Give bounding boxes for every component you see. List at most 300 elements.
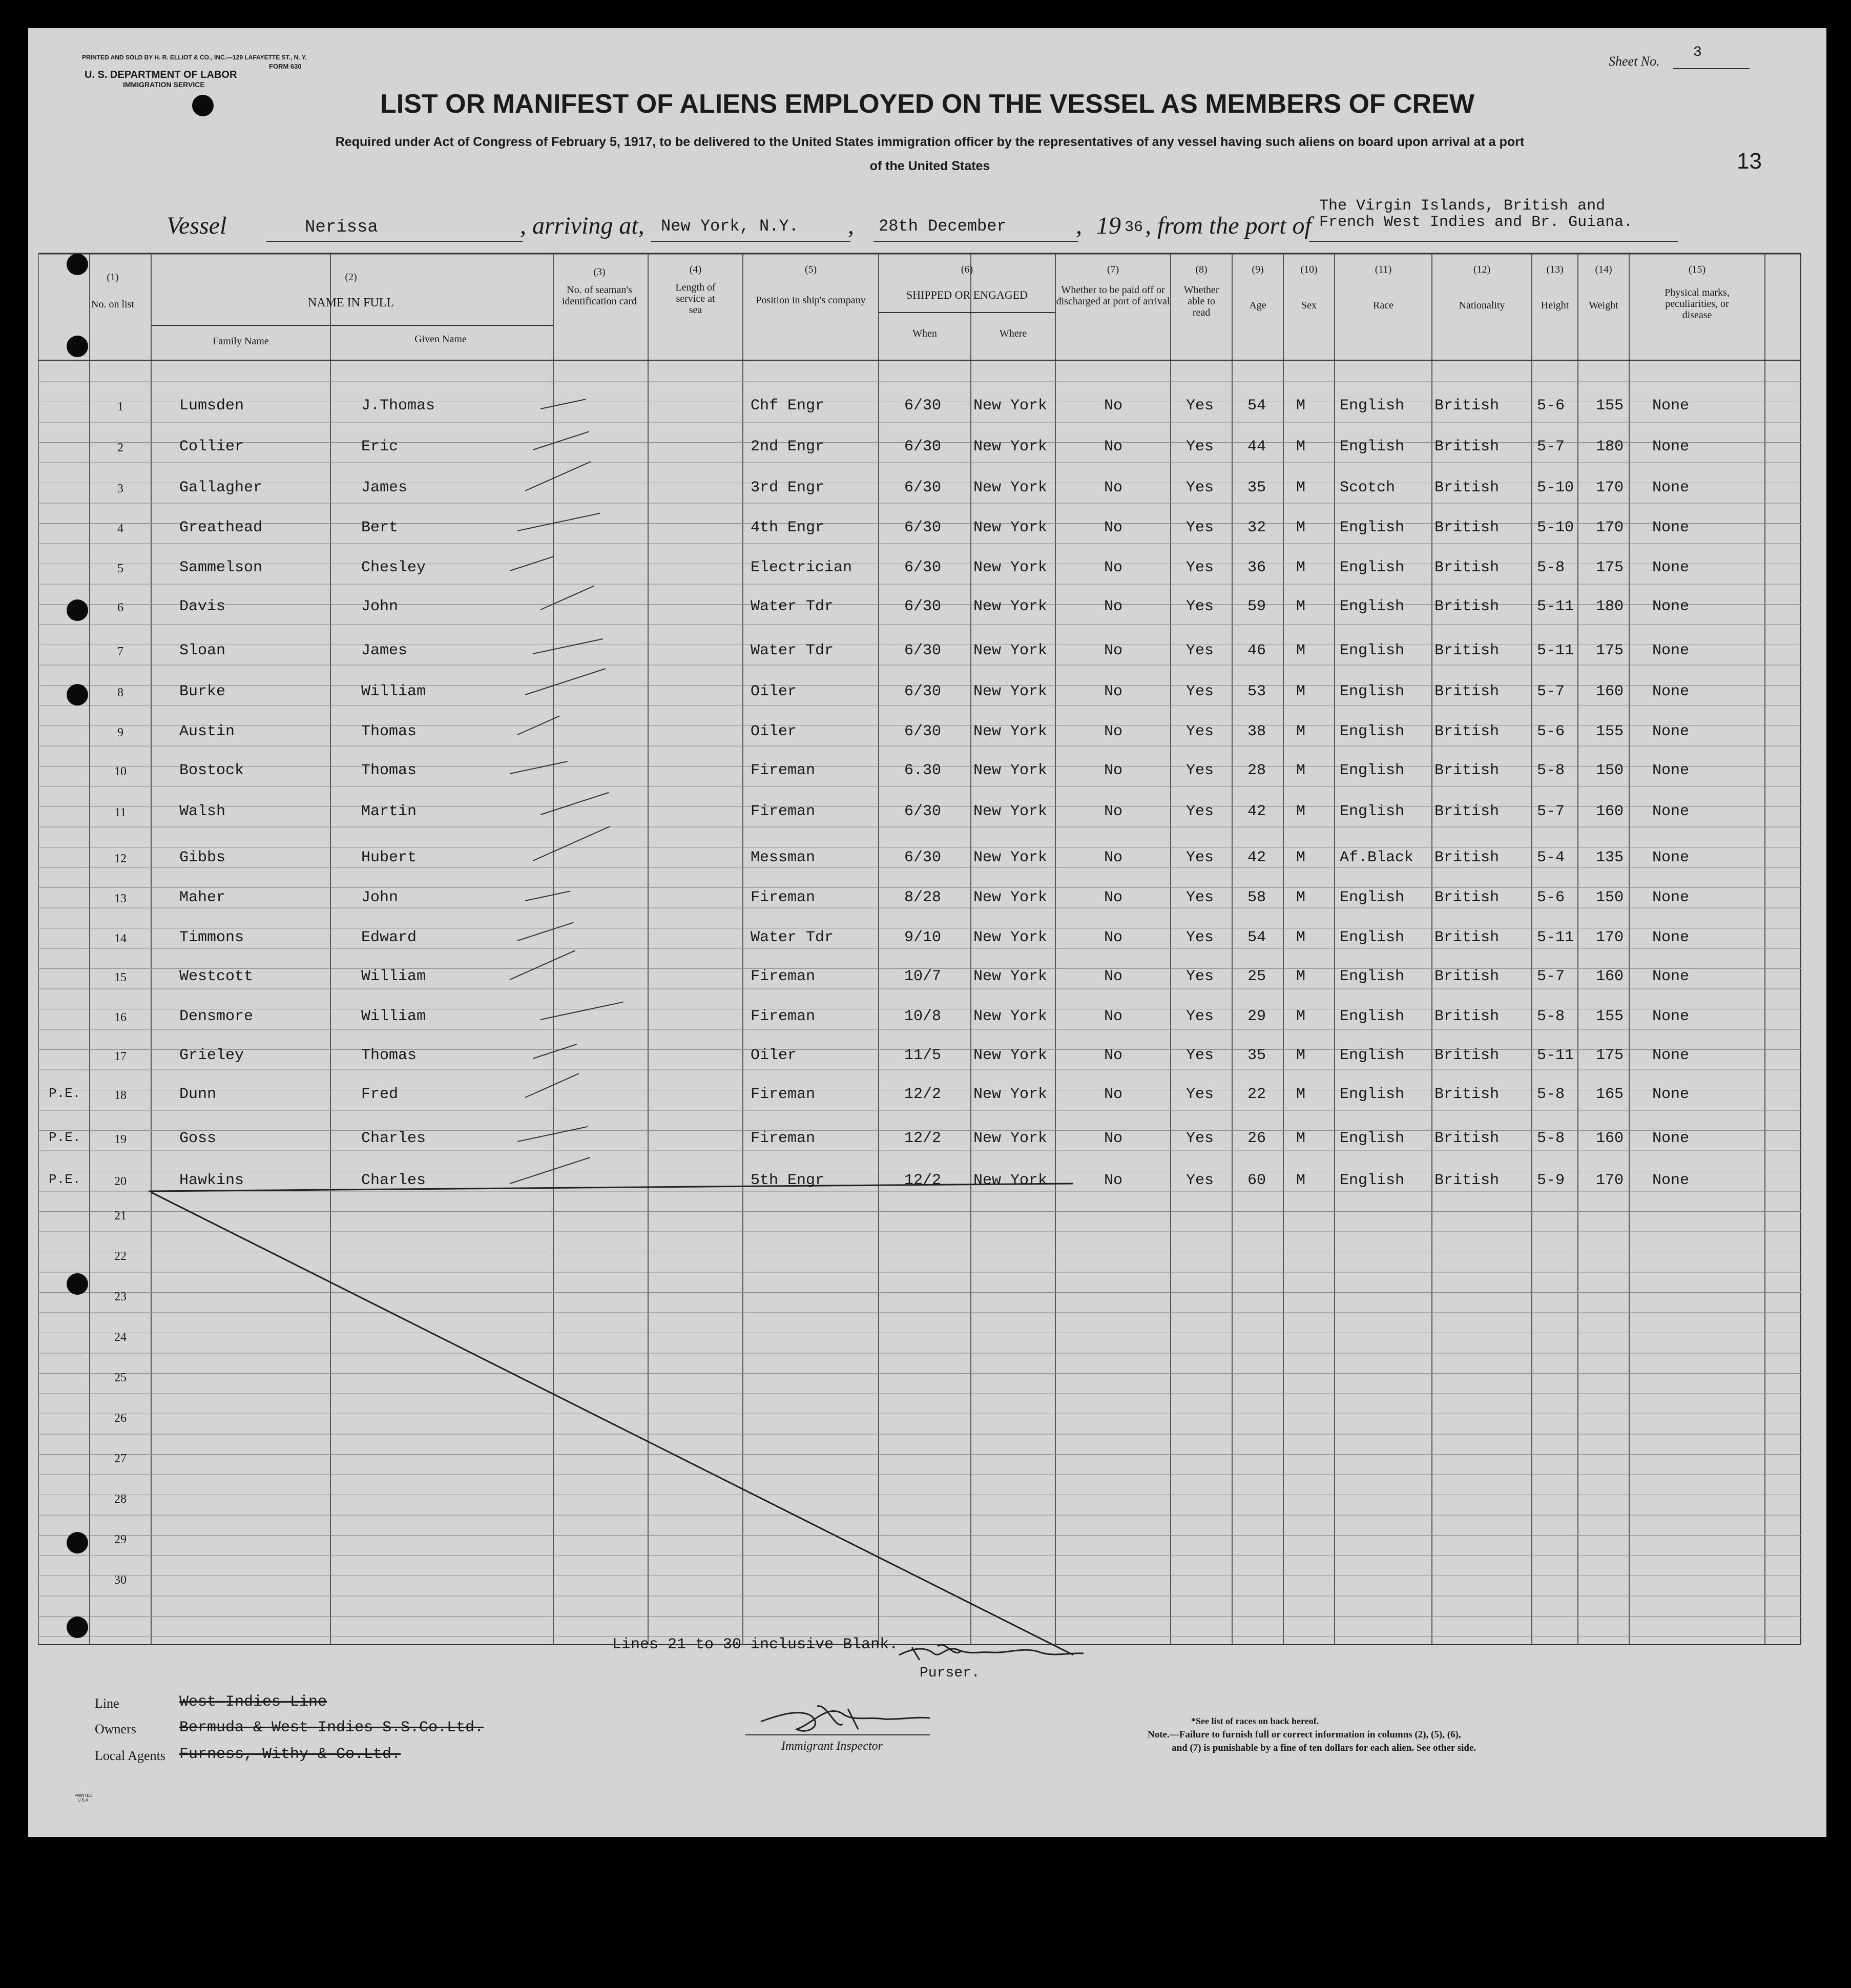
physical-marks: None <box>1652 397 1690 415</box>
family-name: Gibbs <box>179 849 226 866</box>
physical-marks: None <box>1652 968 1690 985</box>
able-to-read: Yes <box>1186 723 1214 740</box>
physical-marks: None <box>1652 889 1690 906</box>
able-to-read: Yes <box>1186 1047 1214 1064</box>
shipped-where: New York <box>973 1008 1048 1025</box>
family-name: Austin <box>179 723 235 740</box>
year-suffix: 36 <box>1125 219 1143 236</box>
vessel-name: Nerissa <box>305 218 378 237</box>
family-name: Sloan <box>179 642 226 659</box>
weight: 160 <box>1596 1130 1624 1147</box>
paid-off: No <box>1104 849 1123 866</box>
shipped-where: New York <box>973 723 1048 740</box>
col-6a-label: When <box>912 328 937 339</box>
nationality: British <box>1434 1047 1500 1064</box>
row-number: 18 <box>114 1089 127 1102</box>
family-name: Sammelson <box>179 559 263 576</box>
col-15-label: Physical marks, peculiarities, or disease <box>1665 287 1730 321</box>
paid-off: No <box>1104 803 1123 820</box>
given-name: Edward <box>361 929 417 946</box>
height: 5-8 <box>1537 1130 1565 1147</box>
able-to-read: Yes <box>1186 438 1214 455</box>
sex: M <box>1296 397 1306 415</box>
given-name: William <box>361 683 426 700</box>
shipped-where: New York <box>973 683 1048 700</box>
sex: M <box>1296 762 1306 779</box>
position: Fireman <box>751 762 816 779</box>
punch-hole <box>67 254 88 275</box>
sex: M <box>1296 803 1306 820</box>
shipped-where: New York <box>973 849 1048 866</box>
punch-hole <box>67 599 88 621</box>
nationality: British <box>1434 598 1500 615</box>
nationality: British <box>1434 1172 1500 1189</box>
age: 35 <box>1247 1047 1266 1064</box>
height: 5-7 <box>1537 803 1565 820</box>
race: English <box>1340 1172 1405 1189</box>
weight: 155 <box>1596 1008 1624 1025</box>
age: 58 <box>1247 889 1266 906</box>
sheet-label: Sheet No. <box>1609 54 1660 69</box>
owners-value: Bermuda & West Indies S.S.Co.Ltd. <box>179 1719 484 1736</box>
physical-marks: None <box>1652 598 1690 615</box>
shipped-when: 6/30 <box>904 683 942 700</box>
race: Scotch <box>1340 479 1396 496</box>
race: English <box>1340 929 1405 946</box>
col-5-label: Position in ship's company <box>756 295 866 306</box>
given-name: Fred <box>361 1086 399 1103</box>
weight: 170 <box>1596 929 1624 946</box>
shipped-when: 11/5 <box>904 1047 942 1064</box>
physical-marks: None <box>1652 803 1690 820</box>
form-number: FORM 630 <box>269 63 302 70</box>
year-prefix: 19 <box>1096 212 1121 239</box>
height: 5-10 <box>1537 479 1574 496</box>
col-12-number: (12) <box>1473 264 1491 275</box>
arriving-label: , arriving at, <box>520 212 644 239</box>
position: Chf Engr <box>751 397 825 415</box>
col-4-label: Length of service at sea <box>675 282 716 316</box>
physical-marks: None <box>1652 559 1690 576</box>
nationality: British <box>1434 889 1500 906</box>
paid-off: No <box>1104 1172 1123 1189</box>
col-11-number: (11) <box>1375 264 1392 275</box>
race: English <box>1340 803 1405 820</box>
row-number: 5 <box>117 562 123 575</box>
col-10-number: (10) <box>1300 264 1318 275</box>
height: 5-9 <box>1537 1172 1565 1189</box>
physical-marks: None <box>1652 1008 1690 1025</box>
given-name: J.Thomas <box>361 397 435 415</box>
weight: 170 <box>1596 1172 1624 1189</box>
manifest-page: PRINTED AND SOLD BY H. R. ELLIOT & CO., INC.—129 LAFAYETTE ST., N. Y. FORM 630 U. S. DEPARTMENT OF LABOR IMMIGRATION SERVICE Sheet No. 3 13 LIST OR MANIFEST OF ALIENS EMPLOYED ON THE VESSEL AS MEMBERS OF CREW Required under Act of Congress of February 5, 1917, to be delivered to the United States immigration officer by the representatives of any vessel having such aliens on board upon arrival at a port of the United States Vessel Nerissa , arriving at, New York, N.Y. , 28th December , 19 36 , from the port of The Virgin Islands, British and French West Indies and Br. Guiana. (1) No. on list (2) NAME IN FULL Family Name Given Name (3) No. of seaman's identification card (4) Length of service at sea (5) Position in ship's company (6) SHIPPED OR ENGAGED When Where (7) Whether to be paid off or discharged at port of arrival (8) Whether able to read (9) Age (10) Sex (11) Race (12) Nationality (13) Height (14) Weight (15) Physical marks, peculiarities, or disease 1 Lumsden J.Thomas Chf Engr 6/30 New York No Yes 54 M English British 5-6 155 None 2 Collier Eric 2nd Engr 6/30 New York No Yes 44 M English British 5-7 180 None 3 Gallagher James 3rd Engr 6/30 New York No Yes 35 M Scotch British 5-10 170 None 4 Greathead Bert 4th Engr 6/30 New York No Yes 32 M English British 5-10 170 None 5 Sammelson Chesley Electrician 6/30 New York No Yes 36 M English British 5-8 175 None 6 Davis John Water Tdr 6/30 New York No Yes 59 M English British 5-11 180 None 7 Sloan James Water Tdr 6/30 New York No Yes 46 M English British 5-11 175 None 8 Burke William Oiler 6/30 New York No Yes 53 M English British 5-7 160 None 9 Austin Thomas Oiler 6/30 New York No Yes 38 M English British 5-6 155 None 10 Bostock Thomas Fireman 6.30 New York No Yes 28 M English British 5-8 150 None 11 Walsh Martin Fireman 6/30 New York No Yes 42 M English British 5-7 160 None 12 Gibbs Hubert Messman 6/30 New York No Yes 42 M Af.Black British 5-4 135 None 13 Maher John Fireman 8/28 New York No Yes 58 M English British 5-6 150 None 14 Timmons Edward Water Tdr 9/10 New York No Yes 54 M English British 5-11 170 None 15 Westcott William Fireman 10/7 New York No Yes 25 M English British 5-7 160 None 16 Densmore William Fireman 10/8 New York No Yes 29 M English British 5-8 155 None 17 Grieley Thomas Oiler 11/5 New York No Yes 35 M English British 5-11 175 None 18 P.E. Dunn Fred Fireman 12/2 New York No Yes 22 M English British 5-8 165 None 19 P.E. Goss Charles Fireman 12/2 New York No Yes 26 M English British 5-8 160 None 20 P.E. Hawkins Charles 5th Engr 12/2 New York No Yes 60 M English British 5-9 170 None 21 22 23 24 25 26 27 28 29 30 Lines 21 to 30 inclusive Blank. Purser. Immigrant Inspector Line West Indies Line Owners Bermuda & West Indies S.S.Co.Ltd. Local Agents Furness, Withy & Co.Ltd. *See list of races on back hereof. Note.—Failure to furnish full or correct information in columns (2), (5), (6), and (7) is punishable by a fine of ten dollars for each alien. See other side. PRINTED U.S.A. <box>28 28 1826 1837</box>
shipped-when: 12/2 <box>904 1086 942 1103</box>
agents-label: Local Agents <box>95 1748 165 1763</box>
shipped-when: 8/28 <box>904 889 942 906</box>
sex: M <box>1296 479 1306 496</box>
row-number: 15 <box>114 971 127 984</box>
weight: 135 <box>1596 849 1624 866</box>
family-name: Davis <box>179 598 226 615</box>
family-name: Maher <box>179 889 226 906</box>
nationality: British <box>1434 519 1500 536</box>
position: Electrician <box>751 559 852 576</box>
position: 3rd Engr <box>751 479 825 496</box>
race: English <box>1340 723 1405 740</box>
sex: M <box>1296 849 1306 866</box>
col-14-number: (14) <box>1595 264 1612 275</box>
row-number: 19 <box>114 1133 127 1146</box>
purser-label: Purser. <box>920 1665 980 1681</box>
punch-hole <box>67 1617 88 1638</box>
line-label: Line <box>95 1696 119 1711</box>
paid-off: No <box>1104 889 1123 906</box>
col-8-number: (8) <box>1195 264 1208 275</box>
col-2a-label: Family Name <box>213 336 269 347</box>
col-1-label: No. on list <box>91 299 134 310</box>
able-to-read: Yes <box>1186 968 1214 985</box>
shipped-where: New York <box>973 889 1048 906</box>
col-13-label: Height <box>1541 300 1569 311</box>
paid-off: No <box>1104 968 1123 985</box>
age: 38 <box>1247 723 1266 740</box>
shipped-where: New York <box>973 929 1048 946</box>
shipped-where: New York <box>973 803 1048 820</box>
shipped-when: 6/30 <box>904 723 942 740</box>
height: 5-7 <box>1537 968 1565 985</box>
col-7-label: Whether to be paid off or discharged at port of arrival <box>1056 284 1170 307</box>
nationality: British <box>1434 849 1500 866</box>
shipped-when: 6/30 <box>904 849 942 866</box>
nationality: British <box>1434 683 1500 700</box>
race: English <box>1340 642 1405 659</box>
able-to-read: Yes <box>1186 803 1214 820</box>
able-to-read: Yes <box>1186 397 1214 415</box>
position: Oiler <box>751 683 797 700</box>
physical-marks: None <box>1652 519 1690 536</box>
nationality: British <box>1434 968 1500 985</box>
paid-off: No <box>1104 397 1123 415</box>
nationality: British <box>1434 762 1500 779</box>
blank-line-number: 25 <box>114 1371 127 1384</box>
weight: 165 <box>1596 1086 1624 1103</box>
age: 46 <box>1247 642 1266 659</box>
race: English <box>1340 1008 1405 1025</box>
race: English <box>1340 762 1405 779</box>
nationality: British <box>1434 1086 1500 1103</box>
col-1-number: (1) <box>107 272 119 283</box>
row-number: 14 <box>114 932 127 945</box>
paid-off: No <box>1104 642 1123 659</box>
height: 5-7 <box>1537 438 1565 455</box>
row-number: 17 <box>114 1050 127 1063</box>
weight: 180 <box>1596 598 1624 615</box>
shipped-where: New York <box>973 598 1048 615</box>
sex: M <box>1296 559 1306 576</box>
subtitle-line-2: of the United States <box>869 159 990 173</box>
family-name: Dunn <box>179 1086 217 1103</box>
given-name: Thomas <box>361 762 417 779</box>
race: English <box>1340 968 1405 985</box>
shipped-where: New York <box>973 559 1048 576</box>
from-port-line-2: French West Indies and Br. Guiana. <box>1319 214 1633 231</box>
physical-marks: None <box>1652 1047 1690 1064</box>
shipped-where: New York <box>973 762 1048 779</box>
given-name: John <box>361 889 399 906</box>
sex: M <box>1296 929 1306 946</box>
able-to-read: Yes <box>1186 889 1214 906</box>
height: 5-6 <box>1537 889 1565 906</box>
sex: M <box>1296 723 1306 740</box>
sex: M <box>1296 683 1306 700</box>
weight: 150 <box>1596 762 1624 779</box>
given-name: John <box>361 598 399 615</box>
sex: M <box>1296 519 1306 536</box>
height: 5-11 <box>1537 1047 1574 1064</box>
race: English <box>1340 559 1405 576</box>
blank-line-number: 28 <box>114 1493 127 1506</box>
paid-off: No <box>1104 723 1123 740</box>
from-port-line-1: The Virgin Islands, British and <box>1319 197 1606 215</box>
position: Fireman <box>751 1008 816 1025</box>
sex: M <box>1296 1130 1306 1147</box>
purser-signature <box>868 1637 1094 1673</box>
age: 54 <box>1247 929 1266 946</box>
physical-marks: None <box>1652 723 1690 740</box>
paid-off: No <box>1104 1008 1123 1025</box>
family-name: Lumsden <box>179 397 244 415</box>
able-to-read: Yes <box>1186 559 1214 576</box>
position: 4th Engr <box>751 519 825 536</box>
shipped-when: 12/2 <box>904 1130 942 1147</box>
arriving-port: New York, N.Y. <box>661 217 799 236</box>
position: Water Tdr <box>751 598 834 615</box>
weight: 170 <box>1596 479 1624 496</box>
col-5-number: (5) <box>804 264 817 275</box>
family-name: Collier <box>179 438 244 455</box>
position: Messman <box>751 849 816 866</box>
family-name: Walsh <box>179 803 226 820</box>
blank-line-number: 30 <box>114 1573 127 1587</box>
row-number: 11 <box>114 806 127 819</box>
family-name: Grieley <box>179 1047 244 1064</box>
col-11-label: Race <box>1373 300 1394 311</box>
penalty-note-1: Note.—Failure to furnish full or correct information in columns (2), (5), (6), <box>1148 1729 1461 1740</box>
race: Af.Black <box>1340 849 1414 866</box>
paid-off: No <box>1104 762 1123 779</box>
sex: M <box>1296 438 1306 455</box>
age: 42 <box>1247 849 1266 866</box>
nationality: British <box>1434 803 1500 820</box>
col-14-label: Weight <box>1589 300 1618 311</box>
shipped-when: 6.30 <box>904 762 942 779</box>
height: 5-8 <box>1537 559 1565 576</box>
penalty-note-2: and (7) is punishable by a fine of ten dollars for each alien. See other side. <box>1172 1743 1476 1753</box>
physical-marks: None <box>1652 479 1690 496</box>
age: 29 <box>1247 1008 1266 1025</box>
row-mark: P.E. <box>49 1086 81 1101</box>
printer-line: PRINTED AND SOLD BY H. R. ELLIOT & CO., INC.—129 LAFAYETTE ST., N. Y. <box>82 54 307 61</box>
shipped-when: 6/30 <box>904 803 942 820</box>
race: English <box>1340 397 1405 415</box>
arrival-date: 28th December <box>879 217 1007 236</box>
weight: 155 <box>1596 397 1624 415</box>
col-3-label: No. of seaman's identification card <box>561 284 637 307</box>
position: Fireman <box>751 1130 816 1147</box>
position: Fireman <box>751 1086 816 1103</box>
weight: 160 <box>1596 803 1624 820</box>
row-mark: P.E. <box>49 1172 81 1187</box>
age: 32 <box>1247 519 1266 536</box>
sheet-number: 3 <box>1693 45 1702 60</box>
blank-line-number: 22 <box>114 1250 127 1263</box>
able-to-read: Yes <box>1186 1130 1214 1147</box>
family-name: Gallagher <box>179 479 263 496</box>
given-name: Martin <box>361 803 417 820</box>
shipped-when: 6/30 <box>904 642 942 659</box>
physical-marks: None <box>1652 762 1690 779</box>
nationality: British <box>1434 479 1500 496</box>
race: English <box>1340 1130 1405 1147</box>
row-number: 6 <box>117 601 123 614</box>
weight: 155 <box>1596 723 1624 740</box>
blank-lines-note: Lines 21 to 30 inclusive Blank. <box>612 1636 899 1653</box>
age: 25 <box>1247 968 1266 985</box>
inspector-label: Immigrant Inspector <box>781 1739 883 1753</box>
shipped-when: 6/30 <box>904 559 942 576</box>
shipped-when: 12/2 <box>904 1172 942 1189</box>
sex: M <box>1296 598 1306 615</box>
able-to-read: Yes <box>1186 683 1214 700</box>
height: 5-8 <box>1537 1086 1565 1103</box>
sex: M <box>1296 642 1306 659</box>
blank-line-number: 24 <box>114 1331 127 1344</box>
paid-off: No <box>1104 1130 1123 1147</box>
nationality: British <box>1434 929 1500 946</box>
col-15-number: (15) <box>1688 264 1706 275</box>
race: English <box>1340 519 1405 536</box>
height: 5-8 <box>1537 1008 1565 1025</box>
col-9-number: (9) <box>1252 264 1264 275</box>
shipped-when: 6/30 <box>904 598 942 615</box>
paid-off: No <box>1104 598 1123 615</box>
age: 28 <box>1247 762 1266 779</box>
position: Oiler <box>751 1047 797 1064</box>
service: IMMIGRATION SERVICE <box>123 80 205 89</box>
shipped-where: New York <box>973 642 1048 659</box>
shipped-where: New York <box>973 1172 1048 1189</box>
row-number: 3 <box>117 482 123 495</box>
position: Fireman <box>751 968 816 985</box>
sex: M <box>1296 1047 1306 1064</box>
nationality: British <box>1434 559 1500 576</box>
age: 60 <box>1247 1172 1266 1189</box>
row-number: 1 <box>117 400 123 413</box>
weight: 175 <box>1596 642 1624 659</box>
nationality: British <box>1434 723 1500 740</box>
age: 36 <box>1247 559 1266 576</box>
row-number: 4 <box>117 522 123 535</box>
given-name: William <box>361 1008 426 1025</box>
position: Water Tdr <box>751 642 834 659</box>
col-7-number: (7) <box>1107 264 1119 275</box>
race: English <box>1340 1086 1405 1103</box>
height: 5-7 <box>1537 683 1565 700</box>
paid-off: No <box>1104 438 1123 455</box>
family-name: Densmore <box>179 1008 254 1025</box>
able-to-read: Yes <box>1186 598 1214 615</box>
agents-value: Furness, Withy & Co.Ltd. <box>179 1746 401 1763</box>
page-number: 13 <box>1737 149 1762 174</box>
physical-marks: None <box>1652 1086 1690 1103</box>
nationality: British <box>1434 397 1500 415</box>
col-10-label: Sex <box>1301 300 1317 311</box>
family-name: Westcott <box>179 968 254 985</box>
given-name: Charles <box>361 1130 426 1147</box>
sex: M <box>1296 1172 1306 1189</box>
given-name: Eric <box>361 438 399 455</box>
nationality: British <box>1434 1008 1500 1025</box>
height: 5-10 <box>1537 519 1574 536</box>
shipped-when: 9/10 <box>904 929 942 946</box>
col-13-number: (13) <box>1546 264 1564 275</box>
punch-hole <box>67 336 88 357</box>
age: 22 <box>1247 1086 1266 1103</box>
row-number: 9 <box>117 726 123 739</box>
physical-marks: None <box>1652 1130 1690 1147</box>
position: Fireman <box>751 889 816 906</box>
age: 53 <box>1247 683 1266 700</box>
sex: M <box>1296 889 1306 906</box>
age: 44 <box>1247 438 1266 455</box>
nationality: British <box>1434 642 1500 659</box>
shipped-where: New York <box>973 397 1048 415</box>
printed-mark: PRINTED U.S.A. <box>74 1793 93 1803</box>
age: 35 <box>1247 479 1266 496</box>
paid-off: No <box>1104 519 1123 536</box>
sex: M <box>1296 968 1306 985</box>
able-to-read: Yes <box>1186 1008 1214 1025</box>
able-to-read: Yes <box>1186 1172 1214 1189</box>
subtitle-line-1: Required under Act of Congress of February 5, 1917, to be delivered to the United States immigration officer by the representatives of any vessel having such aliens on board upon arrival at a port <box>335 135 1525 149</box>
given-name: Chesley <box>361 559 426 576</box>
col-2-number: (2) <box>345 272 357 283</box>
able-to-read: Yes <box>1186 929 1214 946</box>
owners-label: Owners <box>95 1722 136 1736</box>
weight: 150 <box>1596 889 1624 906</box>
family-name: Goss <box>179 1130 217 1147</box>
able-to-read: Yes <box>1186 1086 1214 1103</box>
shipped-when: 6/30 <box>904 397 942 415</box>
position: 5th Engr <box>751 1172 825 1189</box>
race: English <box>1340 598 1405 615</box>
col-6b-label: Where <box>999 328 1027 339</box>
position: 2nd Engr <box>751 438 825 455</box>
col-2-label: NAME IN FULL <box>308 296 394 309</box>
able-to-read: Yes <box>1186 519 1214 536</box>
col-3-number: (3) <box>593 266 606 278</box>
punch-hole <box>67 1273 88 1295</box>
age: 54 <box>1247 397 1266 415</box>
from-port-label: , from the port of <box>1145 212 1312 239</box>
age: 59 <box>1247 598 1266 615</box>
race: English <box>1340 889 1405 906</box>
race: English <box>1340 438 1405 455</box>
weight: 170 <box>1596 519 1624 536</box>
able-to-read: Yes <box>1186 762 1214 779</box>
page-title: LIST OR MANIFEST OF ALIENS EMPLOYED ON THE VESSEL AS MEMBERS OF CREW <box>380 89 1474 119</box>
physical-marks: None <box>1652 929 1690 946</box>
